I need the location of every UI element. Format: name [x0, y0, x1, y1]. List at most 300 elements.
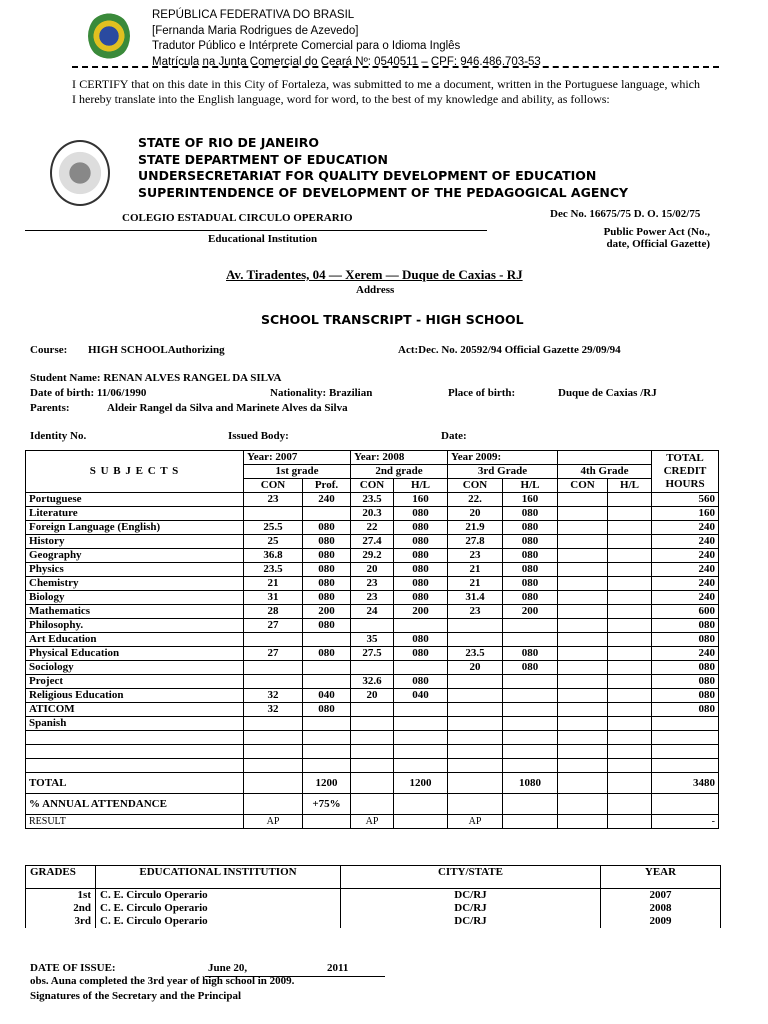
value-cell	[558, 521, 608, 535]
subject-cell: Spanish	[26, 717, 244, 731]
value-cell	[448, 773, 503, 794]
value-cell	[503, 619, 558, 633]
value-cell: 160	[394, 493, 448, 507]
value-cell: 240	[303, 493, 351, 507]
value-cell	[394, 717, 448, 731]
value-cell	[394, 815, 448, 829]
value-cell	[448, 731, 503, 745]
value-cell: 080	[503, 535, 558, 549]
value-cell: 23.5	[244, 563, 303, 577]
value-cell: 080	[303, 619, 351, 633]
column-header: Prof.	[303, 479, 351, 493]
value-cell: 24	[351, 605, 394, 619]
value-cell	[503, 633, 558, 647]
subject-cell: Philosophy.	[26, 619, 244, 633]
value-cell: 240	[652, 591, 719, 605]
value-cell	[394, 731, 448, 745]
value-cell	[608, 703, 652, 717]
grade-header: 1st grade	[244, 465, 351, 479]
grades-cell: 2008	[601, 902, 721, 915]
value-cell: 080	[503, 549, 558, 563]
result-row	[26, 815, 719, 829]
value-cell	[394, 759, 448, 773]
value-cell	[558, 703, 608, 717]
table-row	[26, 507, 719, 521]
decree: Dec No. 16675/75 D. O. 15/02/75	[550, 208, 701, 220]
nationality: Nationality: Brazilian	[270, 387, 373, 399]
subject-cell: Chemistry	[26, 577, 244, 591]
value-cell: 23	[448, 549, 503, 563]
value-cell: 28	[244, 605, 303, 619]
value-cell: 600	[652, 605, 719, 619]
subject-cell: Mathematics	[26, 605, 244, 619]
course-label: Course:	[30, 344, 68, 356]
value-cell	[503, 794, 558, 815]
value-cell	[244, 633, 303, 647]
value-cell: 29.2	[351, 549, 394, 563]
value-cell	[608, 507, 652, 521]
table-row	[26, 759, 719, 773]
value-cell	[608, 731, 652, 745]
value-cell	[244, 759, 303, 773]
value-cell	[448, 689, 503, 703]
value-cell	[608, 773, 652, 794]
date-of-birth: Date of birth: 11/06/1990	[30, 387, 147, 399]
value-cell: 1080	[503, 773, 558, 794]
grades-row	[26, 902, 721, 915]
grades-cell: 1st	[26, 889, 96, 903]
attendance-row	[26, 794, 719, 815]
value-cell: 080	[503, 661, 558, 675]
value-cell	[303, 815, 351, 829]
certification-text: I CERTIFY that on this date in this City of Fortaleza, was submitted to me a document, written in the Portuguese language, which I hereby translate into the English language, word for word, to the best of my knowledge and ability, as follows:	[72, 77, 700, 106]
value-cell	[608, 549, 652, 563]
parents: Aldeir Rangel da Silva and Marinete Alves da Silva	[107, 402, 348, 414]
value-cell: 240	[652, 577, 719, 591]
value-cell: 31.4	[448, 591, 503, 605]
value-cell: 080	[503, 591, 558, 605]
table-row	[26, 647, 719, 661]
value-cell: 160	[652, 507, 719, 521]
value-cell: 040	[303, 689, 351, 703]
date-label: Date:	[441, 430, 467, 442]
table-row	[26, 745, 719, 759]
value-cell	[558, 717, 608, 731]
value-cell: AP	[351, 815, 394, 829]
value-cell	[303, 731, 351, 745]
value-cell	[558, 507, 608, 521]
value-cell: 27	[244, 647, 303, 661]
value-cell: 080	[394, 563, 448, 577]
value-cell	[244, 773, 303, 794]
value-cell	[608, 605, 652, 619]
grades-header: CITY/STATE	[341, 866, 601, 889]
table-row	[26, 675, 719, 689]
value-cell: 32	[244, 689, 303, 703]
value-cell: 21	[448, 563, 503, 577]
value-cell	[608, 493, 652, 507]
value-cell	[351, 731, 394, 745]
value-cell	[351, 773, 394, 794]
year-header: Year: 2007	[244, 451, 351, 465]
subject-cell: Portuguese	[26, 493, 244, 507]
year-header: Year 2009:	[448, 451, 558, 465]
value-cell	[608, 577, 652, 591]
value-cell: 21	[448, 577, 503, 591]
value-cell	[503, 689, 558, 703]
value-cell	[303, 507, 351, 521]
identity-label: Identity No.	[30, 430, 87, 442]
value-cell: +75%	[303, 794, 351, 815]
transcript-table	[25, 450, 719, 829]
value-cell: 200	[503, 605, 558, 619]
value-cell: 20	[351, 563, 394, 577]
header-line: REPÚBLICA FEDERATIVA DO BRASIL	[152, 9, 355, 21]
value-cell	[558, 773, 608, 794]
divider	[25, 230, 487, 231]
address: Av. Tiradentes, 04 — Xerem — Duque de Caxias - RJ	[226, 267, 523, 282]
table-row	[26, 633, 719, 647]
table-row	[26, 717, 719, 731]
subject-cell: % ANNUAL ATTENDANCE	[26, 794, 244, 815]
value-cell	[608, 563, 652, 577]
value-cell	[558, 759, 608, 773]
value-cell	[503, 731, 558, 745]
place-of-birth-label: Place of birth:	[448, 387, 516, 399]
student-name: Student Name: RENAN ALVES RANGEL DA SILVA	[30, 372, 282, 384]
table-row	[26, 563, 719, 577]
value-cell	[503, 759, 558, 773]
grades-row	[26, 889, 721, 903]
value-cell: 32	[244, 703, 303, 717]
value-cell	[503, 675, 558, 689]
grade-header: 3rd Grade	[448, 465, 558, 479]
column-header: CON	[558, 479, 608, 493]
page-title: SCHOOL TRANSCRIPT - HIGH SCHOOL	[261, 312, 524, 327]
value-cell: 22.	[448, 493, 503, 507]
value-cell: 080	[652, 675, 719, 689]
grades-cell: DC/RJ	[341, 915, 601, 928]
value-cell	[558, 605, 608, 619]
value-cell: 080	[503, 521, 558, 535]
column-header: H/L	[608, 479, 652, 493]
value-cell: 20.3	[351, 507, 394, 521]
subject-cell: ATICOM	[26, 703, 244, 717]
value-cell	[503, 745, 558, 759]
value-cell	[558, 549, 608, 563]
table-row	[26, 703, 719, 717]
value-cell: 080	[394, 591, 448, 605]
value-cell: 080	[303, 577, 351, 591]
value-cell: 35	[351, 633, 394, 647]
value-cell: 080	[503, 507, 558, 521]
value-cell: 080	[303, 647, 351, 661]
value-cell: 25.5	[244, 521, 303, 535]
column-header: CON	[244, 479, 303, 493]
value-cell: 240	[652, 535, 719, 549]
grade-header: 2nd grade	[351, 465, 448, 479]
subject-cell: Project	[26, 675, 244, 689]
grades-cell: 3rd	[26, 915, 96, 928]
value-cell: 080	[652, 619, 719, 633]
value-cell: 31	[244, 591, 303, 605]
value-cell	[448, 717, 503, 731]
value-cell	[608, 759, 652, 773]
value-cell: 23.5	[351, 493, 394, 507]
observation: obs. Auna completed the 3rd year of high school in 2009.	[30, 975, 295, 987]
grades-cell: 2009	[601, 915, 721, 928]
value-cell	[503, 717, 558, 731]
value-cell: 23	[244, 493, 303, 507]
subject-cell	[26, 759, 244, 773]
value-cell: 080	[394, 535, 448, 549]
value-cell	[652, 731, 719, 745]
value-cell	[303, 675, 351, 689]
value-cell	[503, 703, 558, 717]
value-cell: 25	[244, 535, 303, 549]
value-cell	[351, 759, 394, 773]
grades-cell: DC/RJ	[341, 902, 601, 915]
value-cell: 32.6	[351, 675, 394, 689]
grades-header: YEAR	[601, 866, 721, 889]
value-cell	[244, 675, 303, 689]
value-cell: AP	[244, 815, 303, 829]
value-cell	[303, 661, 351, 675]
value-cell: 080	[303, 549, 351, 563]
value-cell	[558, 815, 608, 829]
value-cell	[558, 633, 608, 647]
value-cell: 080	[503, 577, 558, 591]
value-cell	[558, 619, 608, 633]
value-cell	[558, 745, 608, 759]
grades-row	[26, 915, 721, 928]
value-cell	[608, 647, 652, 661]
value-cell	[351, 619, 394, 633]
value-cell	[608, 661, 652, 675]
value-cell	[351, 717, 394, 731]
subject-cell: Sociology	[26, 661, 244, 675]
value-cell: 23	[448, 605, 503, 619]
value-cell	[394, 661, 448, 675]
value-cell	[608, 675, 652, 689]
value-cell	[244, 507, 303, 521]
grades-header: EDUCATIONAL INSTITUTION	[96, 866, 341, 889]
value-cell	[244, 661, 303, 675]
value-cell	[608, 633, 652, 647]
value-cell: 240	[652, 549, 719, 563]
grades-cell: C. E. Circulo Operario	[96, 889, 341, 903]
value-cell	[503, 815, 558, 829]
value-cell: 080	[303, 563, 351, 577]
value-cell	[394, 745, 448, 759]
value-cell	[351, 661, 394, 675]
subject-cell: History	[26, 535, 244, 549]
value-cell	[608, 745, 652, 759]
value-cell: 080	[394, 507, 448, 521]
institution-name: COLEGIO ESTADUAL CIRCULO OPERARIO	[122, 212, 353, 224]
value-cell	[558, 493, 608, 507]
year-header	[558, 451, 652, 465]
grades-cell: C. E. Circulo Operario	[96, 915, 341, 928]
brazil-coat-of-arms-icon	[88, 12, 130, 60]
value-cell	[608, 794, 652, 815]
year-header: Year: 2008	[351, 451, 448, 465]
value-cell: 160	[503, 493, 558, 507]
state-line: STATE DEPARTMENT OF EDUCATION	[138, 151, 388, 167]
column-header: CON	[351, 479, 394, 493]
table-row	[26, 577, 719, 591]
value-cell: 23	[351, 577, 394, 591]
place-of-birth: Duque de Caxias /RJ	[558, 387, 657, 399]
value-cell: 080	[652, 661, 719, 675]
value-cell	[652, 717, 719, 731]
power-act-line: date, Official Gazette)	[606, 238, 710, 250]
value-cell: 080	[303, 591, 351, 605]
value-cell	[448, 745, 503, 759]
total-header: TOTAL CREDIT HOURS	[652, 451, 719, 493]
rio-state-seal-icon	[50, 140, 110, 206]
value-cell: 080	[394, 647, 448, 661]
value-cell: 560	[652, 493, 719, 507]
value-cell	[608, 535, 652, 549]
value-cell	[558, 661, 608, 675]
value-cell: 040	[394, 689, 448, 703]
value-cell: 20	[448, 507, 503, 521]
value-cell	[608, 689, 652, 703]
value-cell	[303, 759, 351, 773]
value-cell	[558, 563, 608, 577]
value-cell: 27.5	[351, 647, 394, 661]
subject-cell: Art Education	[26, 633, 244, 647]
value-cell	[244, 794, 303, 815]
subject-cell: Geography	[26, 549, 244, 563]
value-cell	[558, 731, 608, 745]
value-cell	[608, 619, 652, 633]
value-cell: 27	[244, 619, 303, 633]
subject-cell	[26, 731, 244, 745]
value-cell: 21.9	[448, 521, 503, 535]
table-row	[26, 549, 719, 563]
subject-cell: TOTAL	[26, 773, 244, 794]
value-cell: 080	[394, 675, 448, 689]
state-line: UNDERSECRETARIAT FOR QUALITY DEVELOPMENT OF EDUCATION	[138, 168, 597, 183]
value-cell	[303, 633, 351, 647]
header-line: Tradutor Público e Intérprete Comercial para o Idioma Inglês	[152, 40, 461, 52]
value-cell	[558, 591, 608, 605]
value-cell	[351, 745, 394, 759]
table-row	[26, 521, 719, 535]
value-cell: 200	[303, 605, 351, 619]
table-row	[26, 493, 719, 507]
value-cell: 080	[394, 521, 448, 535]
value-cell	[351, 794, 394, 815]
value-cell: 080	[394, 549, 448, 563]
date-of-issue-label: DATE OF ISSUE:	[30, 962, 116, 974]
table-row	[26, 591, 719, 605]
table-row	[26, 619, 719, 633]
value-cell: 22	[351, 521, 394, 535]
table-row	[26, 661, 719, 675]
value-cell: 23	[351, 591, 394, 605]
value-cell	[608, 521, 652, 535]
header-line: Matrícula na Junta Comercial do Ceará Nº: 0540511 – CPF: 946.486.703-53	[152, 55, 541, 68]
subjects-header: S U B J E C T S	[26, 451, 244, 493]
value-cell	[448, 759, 503, 773]
value-cell	[558, 689, 608, 703]
grades-cell: DC/RJ	[341, 889, 601, 903]
date-of-issue-year: 2011	[327, 962, 349, 974]
institution-label: Educational Institution	[208, 233, 318, 245]
value-cell: 080	[503, 647, 558, 661]
value-cell	[448, 675, 503, 689]
value-cell	[558, 535, 608, 549]
value-cell	[652, 745, 719, 759]
value-cell: 21	[244, 577, 303, 591]
value-cell	[558, 675, 608, 689]
subject-cell: RESULT	[26, 815, 244, 829]
grades-cell: C. E. Circulo Operario	[96, 902, 341, 915]
value-cell	[448, 619, 503, 633]
value-cell: 080	[394, 577, 448, 591]
value-cell: 080	[394, 633, 448, 647]
column-header: CON	[448, 479, 503, 493]
signatures-note: Signatures of the Secretary and the Principal	[30, 990, 242, 1002]
value-cell: 1200	[303, 773, 351, 794]
header-line: [Fernanda Maria Rodrigues de Azevedo]	[152, 24, 359, 37]
subject-cell: Literature	[26, 507, 244, 521]
column-header: H/L	[503, 479, 558, 493]
state-line: STATE OF RIO DE JANEIRO	[138, 135, 319, 150]
state-header	[138, 135, 628, 201]
value-cell: 080	[303, 521, 351, 535]
value-cell: 23.5	[448, 647, 503, 661]
table-row	[26, 689, 719, 703]
value-cell	[608, 591, 652, 605]
subject-cell	[26, 745, 244, 759]
value-cell	[448, 633, 503, 647]
value-cell	[394, 703, 448, 717]
grades-cell: 2nd	[26, 902, 96, 915]
date-of-issue: June 20,	[208, 962, 248, 974]
power-act	[560, 226, 710, 250]
value-cell: AP	[448, 815, 503, 829]
value-cell	[652, 759, 719, 773]
value-cell: 080	[652, 633, 719, 647]
value-cell: 20	[448, 661, 503, 675]
value-cell: 1200	[394, 773, 448, 794]
grade-header: 4th Grade	[558, 465, 652, 479]
value-cell	[448, 703, 503, 717]
value-cell	[244, 731, 303, 745]
value-cell	[244, 745, 303, 759]
total-row	[26, 773, 719, 794]
subject-cell: Foreign Language (English)	[26, 521, 244, 535]
divider	[72, 66, 719, 68]
subject-cell: Biology	[26, 591, 244, 605]
state-line: SUPERINTENDENCE OF DEVELOPMENT OF THE PEDAGOGICAL AGENCY	[138, 184, 629, 200]
value-cell: -	[652, 815, 719, 829]
course-value: HIGH SCHOOLAuthorizing	[88, 344, 225, 356]
value-cell	[303, 717, 351, 731]
subject-cell: Religious Education	[26, 689, 244, 703]
grades-cell: 2007	[601, 889, 721, 903]
power-act-line: Public Power Act (No.,	[603, 226, 710, 238]
value-cell	[448, 794, 503, 815]
value-cell: 080	[503, 563, 558, 577]
value-cell	[394, 794, 448, 815]
value-cell: 27.8	[448, 535, 503, 549]
value-cell	[303, 745, 351, 759]
